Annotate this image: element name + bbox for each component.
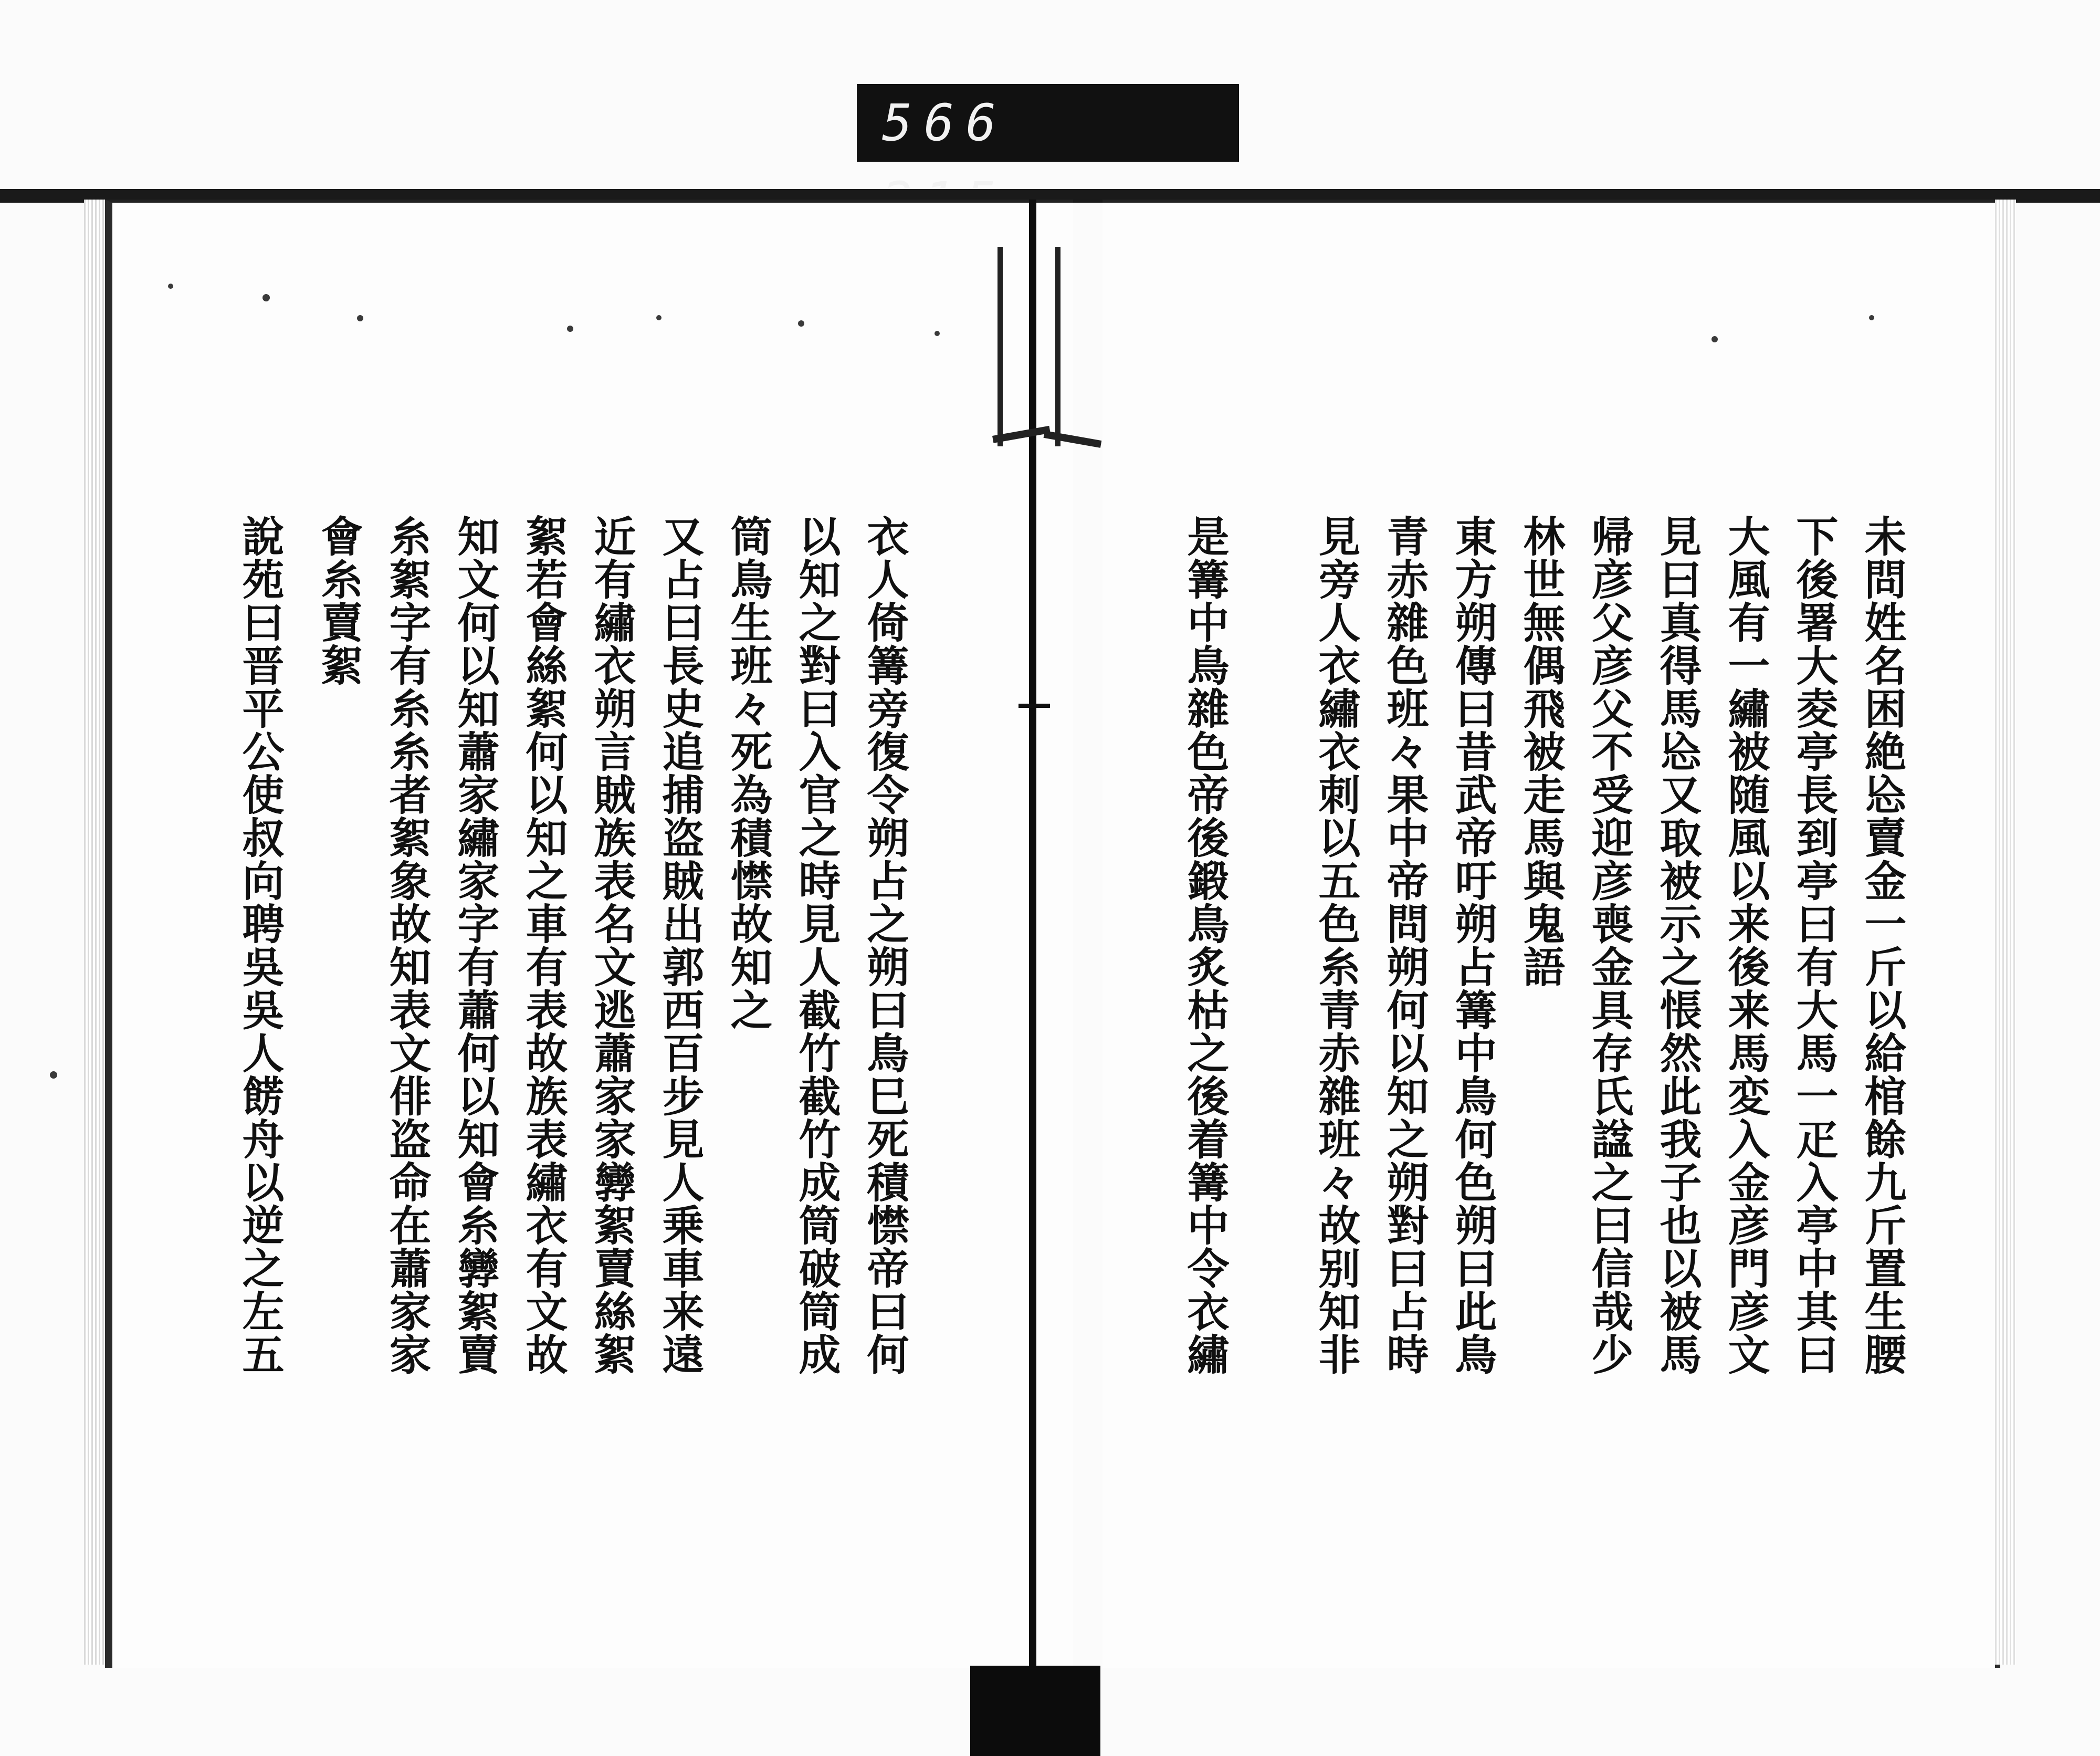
left-column-7: 知文何以知蕭家繡家字有蕭何以知會糸㝈絮賣 — [450, 515, 500, 1376]
left-column-10: 說苑曰晋平公使叔向聘吳吳人餝舟以逆之左五 — [235, 515, 285, 1376]
left-column-1: 衣人倚篝旁復令朔占之朔曰鳥巳死積㦗帝曰何 — [860, 515, 909, 1376]
gutter-clamp — [970, 1666, 1100, 1756]
left-column-9: 會糸賣絮 — [314, 515, 363, 687]
right-column-8: 青赤雜色班々果中帝問朔何以知之朔對曰占時 — [1380, 515, 1429, 1376]
left-column-5: 近有繡衣朔言賊族表名文逃蕭家家㝈絮賣絲絮 — [587, 515, 636, 1376]
reel-number: 566 — [882, 93, 1008, 152]
dust-speck — [1869, 315, 1874, 320]
right-column-6: 林世無偶飛被走馬與鬼語 — [1516, 515, 1566, 988]
dust-speck — [262, 294, 270, 301]
gutter-tick-mark — [1018, 704, 1050, 708]
left-column-2: 以知之對曰入官之時見人截竹截竹成筒破筒成 — [792, 515, 841, 1376]
left-column-3: 筒鳥生班々死為積㦗故知之 — [723, 515, 773, 1031]
dust-speck — [656, 315, 662, 320]
right-column-10: 是篝中鳥雜色帝後鍛鳥炙枯之後着篝中令衣繡 — [1180, 515, 1230, 1376]
left-page-edges — [84, 200, 105, 1665]
right-column-3: 大風有一繡被随風以来後来馬変入金彦門彦文 — [1721, 515, 1770, 1376]
left-column-6: 絮若會絲絮何以知之車有表故族表繡衣有文故 — [519, 515, 568, 1376]
right-column-7: 東方朔傳曰昔武帝吁朔占篝中鳥何色朔曰此鳥 — [1448, 515, 1497, 1376]
dust-speck — [357, 315, 363, 321]
right-column-5: 帰彦父彦父不受迎彦喪金具存氏諡之曰信哉少 — [1584, 515, 1634, 1376]
dust-speck — [567, 326, 573, 332]
dust-speck — [934, 331, 940, 336]
right-column-1: 未問姓名困絶㤀賣金一斤以給棺餘九斤置生腰 — [1857, 515, 1907, 1376]
dust-speck — [50, 1071, 57, 1079]
microfilm-frame-label — [857, 84, 1239, 162]
paper-crack — [998, 247, 1003, 446]
book-gutter — [1029, 200, 1036, 1696]
dust-speck — [798, 320, 804, 327]
right-column-4: 見曰真得馬㤀又取被示之悵然此我子也以被馬 — [1653, 515, 1702, 1376]
right-column-2: 下後署大夌亭長到亭曰有大馬一疋入亭中其曰 — [1789, 515, 1839, 1376]
paper-crack — [1055, 247, 1060, 446]
dust-speck — [168, 284, 173, 289]
right-page-edges — [1995, 200, 2016, 1665]
right-column-9: 見旁人衣繡衣刺以五色糸青赤雜班々故别知非 — [1311, 515, 1361, 1376]
dust-speck — [1712, 336, 1718, 342]
left-column-4: 又占曰長史追捕盗賊出郭西百步見人乗車来遠 — [655, 515, 705, 1376]
left-column-8: 糸絮字有糸糸者絮象故知表文俳盗命在蕭家家 — [382, 515, 432, 1376]
